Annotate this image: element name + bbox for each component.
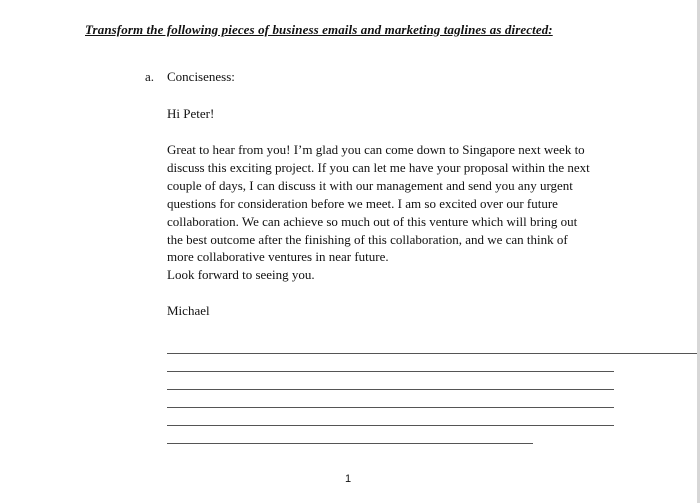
answer-line[interactable] (167, 443, 533, 444)
section-label: Conciseness: (167, 69, 235, 84)
email-body-line: discuss this exciting project. If you can let me have your proposal within the next (167, 159, 590, 175)
email-body-line: Great to hear from you! I’m glad you can come down to Singapore next week to (167, 142, 585, 157)
answer-line[interactable] (167, 353, 697, 354)
email-body-line: collaboration. We can achieve so much out of this venture which will bring out (167, 213, 578, 229)
page-number: 1 (345, 473, 352, 485)
email-body (167, 141, 615, 284)
answer-line[interactable] (167, 425, 614, 426)
list-marker: a. (145, 69, 155, 84)
page-title: Transform the following pieces of business emails and marketing taglines as directed: (85, 22, 553, 37)
answer-line[interactable] (167, 407, 614, 408)
email-body-line: Look forward to seeing you. (167, 267, 315, 283)
email-greeting: Hi Peter! (167, 106, 215, 121)
answer-line[interactable] (167, 389, 614, 390)
answer-line[interactable] (167, 371, 614, 372)
email-signature: Michael (167, 303, 210, 318)
email-body-line: more collaborative ventures in near future. (167, 249, 389, 265)
email-body-line: questions for consideration before we meet. I am so excited over our future (167, 195, 558, 211)
email-body-line: the best outcome after the finishing of this collaboration, and we can think of (167, 231, 568, 247)
email-body-line: couple of days, I can discuss it with our management and send you any urgent (167, 177, 573, 193)
